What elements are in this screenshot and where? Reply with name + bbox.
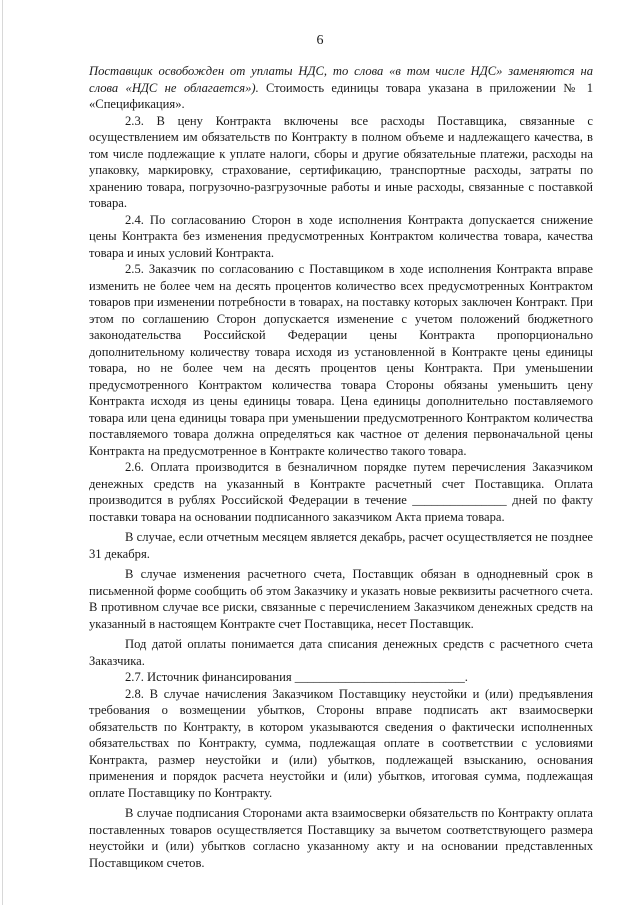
italic-vat-note: Поставщик освобожден от уплаты НДС, то слова «в том числе НДС» заменяются на слова «НДС не облагается»). — [89, 64, 593, 95]
clause-2-4: 2.4. По согласованию Сторон в ходе исполнения Контракта допускается снижение цены Контракта без изменения предусмотренных Контрактом количества товара, качества товара и иных условий Контракта. — [89, 212, 593, 260]
paragraph-price-continuation — [89, 63, 593, 113]
clause-2-8-reconciliation: В случае подписания Сторонами акта взаимосверки обязательств по Контракту оплата поставленных товаров осуществляется Поставщику за вычетом соответствующего размера неустойки и (или) убытков согласно указанному акту и на основании представленных Поставщиком счетов. — [89, 806, 593, 870]
document-body — [89, 63, 593, 871]
unit-price-note: Стоимость единицы товара указана в приложении № 1 «Спецификация». — [89, 80, 594, 111]
clause-2-5: 2.5. Заказчик по согласованию с Поставщиком в ходе исполнения Контракта вправе изменить не более чем на десять процентов количество всех предусмотренных Контрактом товаров при изменении потребности в товарах, на поставку которых заключен Контракт. При этом по соглашению Сторон допускается изменение с учетом положений бюджетного законодательства Российской Федерации цены Контракта пропорционально дополнительному количеству товара исходя из установленной в Контракте цены единицы товара, но не более чем на десять процентов цены Контракта. При уменьшении предусмотренного Контрактом количества товара Стороны обязаны уменьшить цену Контракта исходя из цены единицы товара. Цена единицы дополнительно поставляемого товара или цена единицы товара при уменьшении предусмотренного Контрактом количества поставляемого товара должна определяться как частное от деления первоначальной цены Контракта на предусмотренное в Контракте количество такого товара. — [89, 262, 593, 458]
clause-2-3: 2.3. В цену Контракта включены все расходы Поставщика, связанные с осуществлением им обязательств по Контракту в полном объеме и надлежащего качества, в том числе подлежащие к уплате налоги, сборы и другие обязательные платежи, расходы на упаковку, маркировку, страхование, сертификацию, транспортные расходы, затраты по хранению товара, погрузочно-разгрузочные работы и иные расходы, связанные с поставкой товара. — [89, 113, 593, 210]
clause-2-7: 2.7. Источник финансирования ___________________________. — [125, 670, 468, 684]
clause-2-6: 2.6. Оплата производится в безналичном порядке путем перечисления Заказчиком денежных средств на указанный в Контракте расчетный счет Поставщика. Оплата производится в рублях Российской Федерации в течение _______________ дней по факту поставки товара на основании подписанного заказчиком Акта приема товара. — [89, 460, 593, 524]
scan-edge-line — [2, 0, 3, 905]
clause-2-6-december: В случае, если отчетным месяцем является декабрь, расчет осуществляется не позднее 31 декабря. — [89, 530, 593, 561]
page-number: 6 — [316, 33, 324, 48]
clause-2-6-payment-date: Под датой оплаты понимается дата списания денежных средств с расчетного счета Заказчика. — [89, 637, 593, 668]
clause-2-8: 2.8. В случае начисления Заказчиком Поставщику неустойки и (или) предъявления требования о возмещении убытков, Стороны вправе подписать акт взаимосверки обязательств по Контракту, в котором указываются сведения о фактически исполненных обязательствах по Контракту, сумма, подлежащая оплате в соответствии с условиями Контракта, размер неустойки и (или) убытков, подлежащей взысканию, основания применения и порядок расчета неустойки и (или) убытков, итоговая сумма, подлежащая оплате Поставщику по Контракту. — [89, 686, 593, 800]
clause-2-6-account-change: В случае изменения расчетного счета, Поставщик обязан в однодневный срок в письменной форме сообщить об этом Заказчику и указать новые реквизиты расчетного счета. В противном случае все риски, связанные с перечислением Заказчиком денежных средств на указанный в настоящем Контракте счет Поставщика, несет Поставщик. — [89, 567, 593, 631]
